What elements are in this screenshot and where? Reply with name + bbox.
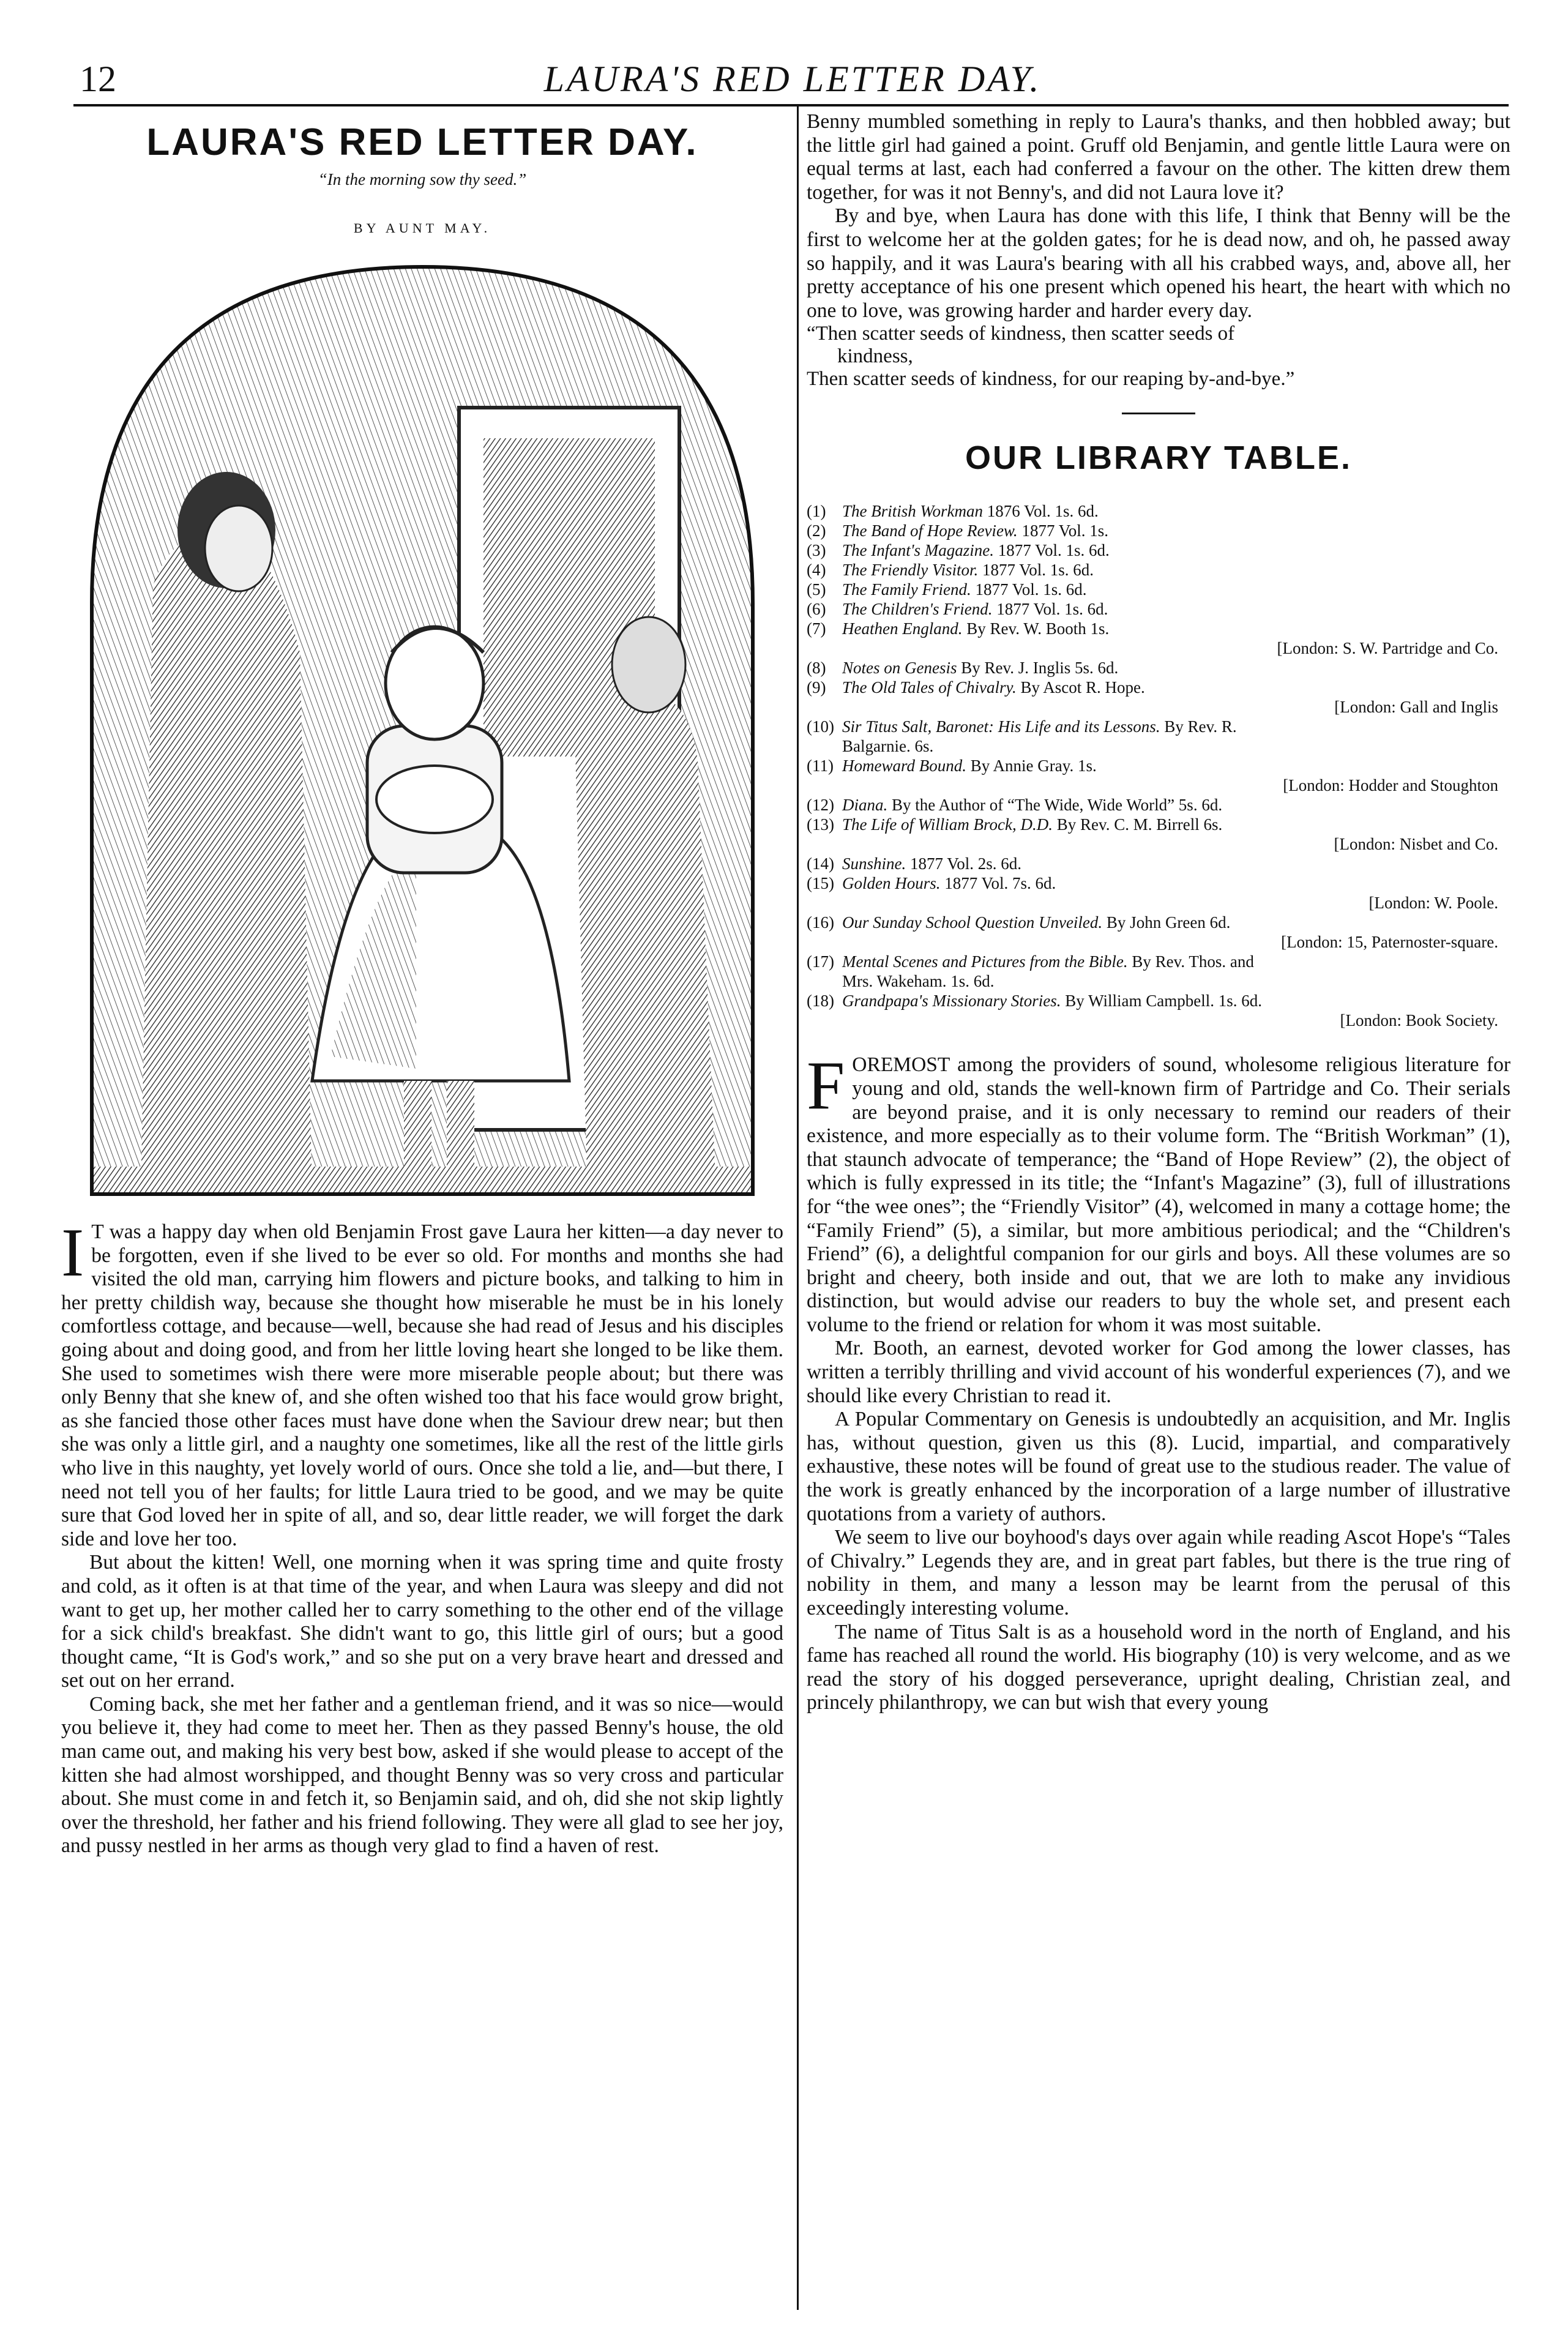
running-title: LAURA'S RED LETTER DAY. [543, 59, 1042, 99]
entry-details: 1877 Vol. 1s. 6d. [982, 561, 1094, 580]
entry-details: By Rev. Thos. and [1132, 952, 1254, 971]
entry-number: (14) [807, 854, 834, 873]
entry-number: (15) [807, 874, 834, 893]
library-entry [807, 795, 1510, 815]
review-paragraph: The name of Titus Salt is as a household word in the north of England, and his fame has reached all round the world. His biography (10) is very welcome, and as we read the story of his dogged perseverance, upright dealing, Christian zeal, and princely philanthropy, we can but wish that every young [807, 1620, 1510, 1714]
entry-title: The Friendly Visitor. [842, 561, 979, 580]
entry-number: (3) [807, 541, 826, 560]
entry-details: By Annie Gray. 1s. [970, 757, 1097, 775]
entry-text [842, 815, 1510, 834]
review-paragraph: Mr. Booth, an earnest, devoted worker for God among the lower classes, has written a terribly thrilling and vivid account of his wonderful experiences (7), and we should like every Christian to read it. [807, 1337, 1510, 1407]
entry-text [842, 756, 1510, 775]
entry-details: By the Author of “The Wide, Wide World” 5s. 6d. [892, 796, 1223, 815]
library-publisher: [London: Book Society. [1340, 1011, 1498, 1030]
entry-number: (18) [807, 992, 834, 1011]
entry-text [842, 991, 1510, 1011]
library-entry [807, 599, 1510, 619]
library-publisher: [London: 15, Paternoster-square. [1281, 933, 1498, 952]
entry-text [842, 501, 1510, 521]
library-entry [807, 540, 1510, 560]
entry-number: (1) [807, 502, 826, 521]
library-entry [807, 815, 1510, 834]
library-entry [807, 560, 1510, 580]
entry-details: 1877 Vol. 7s. 6d. [944, 874, 1056, 893]
right-column [807, 110, 1510, 1715]
running-header [80, 58, 1506, 101]
story-title: LAURA'S RED LETTER DAY. [146, 121, 698, 163]
entry-title: The Children's Friend. [842, 600, 993, 619]
entry-details: By Rev. W. Booth 1s. [966, 619, 1110, 638]
library-entry [807, 717, 1510, 736]
library-entry [807, 658, 1510, 678]
entry-details: By Ascot R. Hope. [1020, 678, 1145, 697]
entry-details: 1877 Vol. 1s. 6d. [975, 580, 1087, 599]
entry-number: (8) [807, 659, 826, 678]
library-entry [807, 580, 1510, 599]
entry-text [842, 619, 1510, 638]
verse-line: kindness, [837, 345, 913, 368]
entry-title: Diana. [842, 796, 888, 815]
entry-text [842, 952, 1510, 971]
entry-details: By John Green 6d. [1106, 913, 1231, 932]
entry-number: (6) [807, 600, 826, 619]
entry-text [842, 580, 1510, 599]
entry-details: By Rev. C. M. Birrell 6s. [1056, 815, 1223, 834]
column-divider [797, 106, 799, 2310]
entry-text [842, 540, 1510, 560]
entry-title: The Band of Hope Review. [842, 521, 1018, 540]
entry-title: The Family Friend. [842, 580, 971, 599]
library-publisher: [London: Nisbet and Co. [1334, 835, 1498, 854]
entry-title: Sir Titus Salt, Baronet: His Life and its Lessons. [842, 717, 1160, 736]
library-entry [807, 501, 1510, 521]
story-paragraph: But about the kitten! Well, one morning when it was spring time and quite frosty and cold, as it often is at that time of the year, and when Laura was sleepy and did not want to get up, her mother called her to carry something to the other end of the village for a sick child's breakfast. She didn't want to go, this little girl of ours; but a good thought came, “It is God's work,” and so she put on a very brave heart and dressed and set out on her errand. [61, 1551, 783, 1692]
story-body [61, 1215, 783, 1858]
left-column [61, 110, 783, 1858]
section-separator [1122, 413, 1195, 414]
story-motto: “In the morning sow thy seed.” [318, 170, 527, 189]
library-entry [807, 952, 1510, 971]
review-paragraph: We seem to live our boyhood's days over again while reading Ascot Hope's “Tales of Chivalry.” Legends they are, and in great part fables, but there is the true ring of nobility in them, and many a lesson may be learnt from the perusal of this exceedingly interesting volume. [807, 1526, 1510, 1620]
story-paragraph: Benny mumbled something in reply to Laura's thanks, and then hobbled away; but the little girl had gained a point. Gruff old Benjamin, and gentle little Laura were on equal terms at last, each had conferred a favour on the other. The kitten drew them together, for was it not Benny's, and did not Laura love it? [807, 110, 1510, 204]
library-entry [807, 854, 1510, 873]
entry-text [842, 717, 1510, 736]
entry-number: (13) [807, 815, 834, 834]
library-entry [807, 756, 1510, 775]
entry-text [842, 521, 1510, 540]
entry-text [842, 795, 1510, 815]
entry-details: 1877 Vol. 1s. 6d. [996, 600, 1108, 619]
entry-details: 1877 Vol. 1s. [1021, 521, 1108, 540]
entry-details: 1877 Vol. 2s. 6d. [910, 854, 1022, 873]
verse-line: Then scatter seeds of kindness, for our reaping by-and-bye.” [807, 368, 1295, 390]
entry-title: The British Workman [842, 502, 984, 521]
review-paragraph: OREMOST among the providers of sound, wholesome religious literature for young and old, stands the well-known firm of Partridge and Co. Their serials are beyond praise, and it is only necessary to remind our readers of their existence, and more especially as to their volume form. The “British Workman” (1), that staunch advocate of temperance; the “Band of Hope Review” (2), the object of which is fully expressed in its title; the “Infant's Magazine” (3), full of illustrations for “the wee ones”; the “Friendly Visitor” (4), welcomed in many a cottage home; the “Family Friend” (5), a similar, but more ambitious periodical; and the “Children's Friend” (6), a delightful companion for our girls and boys. All these volumes are so bright and cheery, both inside and out, that we are loth to make any invidious distinction, but would advise our readers to buy the whole set, and present each volume to the friend or relation for whom it was most suitable. [807, 1053, 1510, 1336]
entry-number: (12) [807, 796, 834, 815]
entry-text [842, 599, 1510, 619]
review-paragraph: A Popular Commentary on Genesis is undoubtedly an acquisition, and Mr. Inglis has, without question, given us this (8). Lucid, impartial, and comparatively exhaustive, these notes will be found of great use to the studious reader. The value of the work is greatly enhanced by the incorporation of a large number of illustrative quotations from a variety of authors. [807, 1408, 1510, 1525]
library-entry [807, 991, 1510, 1011]
entry-text [842, 873, 1510, 893]
library-title: OUR LIBRARY TABLE. [965, 439, 1352, 477]
entry-text [842, 658, 1510, 678]
entry-number: (5) [807, 580, 826, 599]
entry-text [842, 678, 1510, 697]
entry-number: (7) [807, 619, 826, 638]
library-publisher: [London: Hodder and Stoughton [1283, 776, 1498, 795]
entry-title: The Life of William Brock, D.D. [842, 815, 1053, 834]
entry-title: Golden Hours. [842, 874, 941, 893]
entry-details: By William Campbell. 1s. 6d. [1065, 992, 1262, 1011]
entry-text [842, 560, 1510, 580]
entry-details: 1876 Vol. 1s. 6d. [987, 502, 1099, 521]
entry-text [842, 854, 1510, 873]
entry-details: 1877 Vol. 1s. 6d. [998, 541, 1110, 560]
library-entry [807, 521, 1510, 540]
library-list [807, 501, 1510, 1030]
entry-number: (17) [807, 952, 834, 971]
review-drop-cap: F [807, 1048, 845, 1124]
library-entry [807, 619, 1510, 638]
page-number: 12 [80, 59, 116, 99]
library-review [807, 1048, 1510, 1715]
story-verse [807, 323, 1510, 390]
verse-line: “Then scatter seeds of kindness, then scatter seeds of [807, 323, 1235, 345]
library-publisher: [London: W. Poole. [1368, 894, 1498, 913]
entry-number: (16) [807, 913, 834, 932]
library-publisher: [London: S. W. Partridge and Co. [1277, 639, 1498, 658]
story-drop-cap: I [61, 1215, 84, 1291]
entry-title: The Old Tales of Chivalry. [842, 678, 1017, 697]
entry-number: (4) [807, 561, 826, 580]
entry-title: Sunshine. [842, 854, 906, 873]
header-rule [73, 104, 1509, 106]
entry-continuation: Mrs. Wakeham. 1s. 6d. [842, 972, 995, 991]
entry-title: Homeward Bound. [842, 757, 966, 775]
story-illustration [86, 261, 759, 1197]
entry-number: (11) [807, 757, 834, 775]
entry-details: By Rev. R. [1164, 717, 1237, 736]
entry-title: Our Sunday School Question Unveiled. [842, 913, 1103, 932]
entry-number: (9) [807, 678, 826, 697]
story-paragraph: Coming back, she met her father and a gentleman friend, and it was so nice—would you believe it, they had come to meet her. Then as they passed Benny's house, the old man came out, and making his very best bow, asked if she would please to accept of the kitten she had almost worshipped, and thought Benny was so very cross and particular about. She must come in and fetch it, so Benjamin said, and oh, did she not skip lightly over the threshold, her father and his friend following. They were all glad to see her joy, and pussy nestled in her arms as though very glad to find a haven of rest. [61, 1692, 783, 1858]
entry-text [842, 913, 1510, 932]
entry-title: Grandpapa's Missionary Stories. [842, 992, 1061, 1011]
story-paragraph: T was a happy day when old Benjamin Frost gave Laura her kitten—a day never to be forgotten, even if she lived to be ever so old. For months and months she had visited the old man, carrying him flowers and picture books, and talking to him in her pretty childish way, because she thought how miserable he must be in his lonely comfortless cottage, and because—well, because she had read of Jesus and his disciples going about and doing good, and from her little loving heart she longed to be like them. She used to sometimes wish there were more miserable people about; but there was only Benny that she knew of, and she often wished too that his face would grow bright, as she fancied those other faces must have done when the Saviour drew near; but then she was only a little girl, and a naughty one sometimes, like all the rest of the little girls who live in this naughty, yet lovely world of ours. Once she told a lie, and—but there, I need not tell you of her faults; for little Laura tried to be good, and we may be quite sure that God loved her in spite of all, and so, dear little reader, we will forget the dark side and love her too. [61, 1220, 783, 1550]
story-paragraph: By and bye, when Laura has done with this life, I think that Benny will be the first to welcome her at the golden gates; for he is dead now, and oh, he passed away so happily, and it was Laura's bearing with all his crabbed ways, and, above all, her pretty acceptance of his one present which opened his heart, the heart with which no one to love, was growing harder and harder every day. [807, 204, 1510, 322]
library-entry [807, 913, 1510, 932]
entry-title: Notes on Genesis [842, 659, 957, 678]
entry-number: (10) [807, 717, 834, 736]
library-publisher: [London: Gall and Inglis [1334, 698, 1498, 717]
entry-title: The Infant's Magazine. [842, 541, 995, 560]
entry-number: (2) [807, 521, 826, 540]
library-entry [807, 678, 1510, 697]
entry-title: Heathen England. [842, 619, 963, 638]
entry-continuation: Balgarnie. 6s. [842, 737, 934, 756]
entry-details: By Rev. J. Inglis 5s. 6d. [961, 659, 1119, 678]
library-entry [807, 873, 1510, 893]
story-byline: BY AUNT MAY. [353, 220, 491, 236]
entry-title: Mental Scenes and Pictures from the Bible. [842, 952, 1128, 971]
